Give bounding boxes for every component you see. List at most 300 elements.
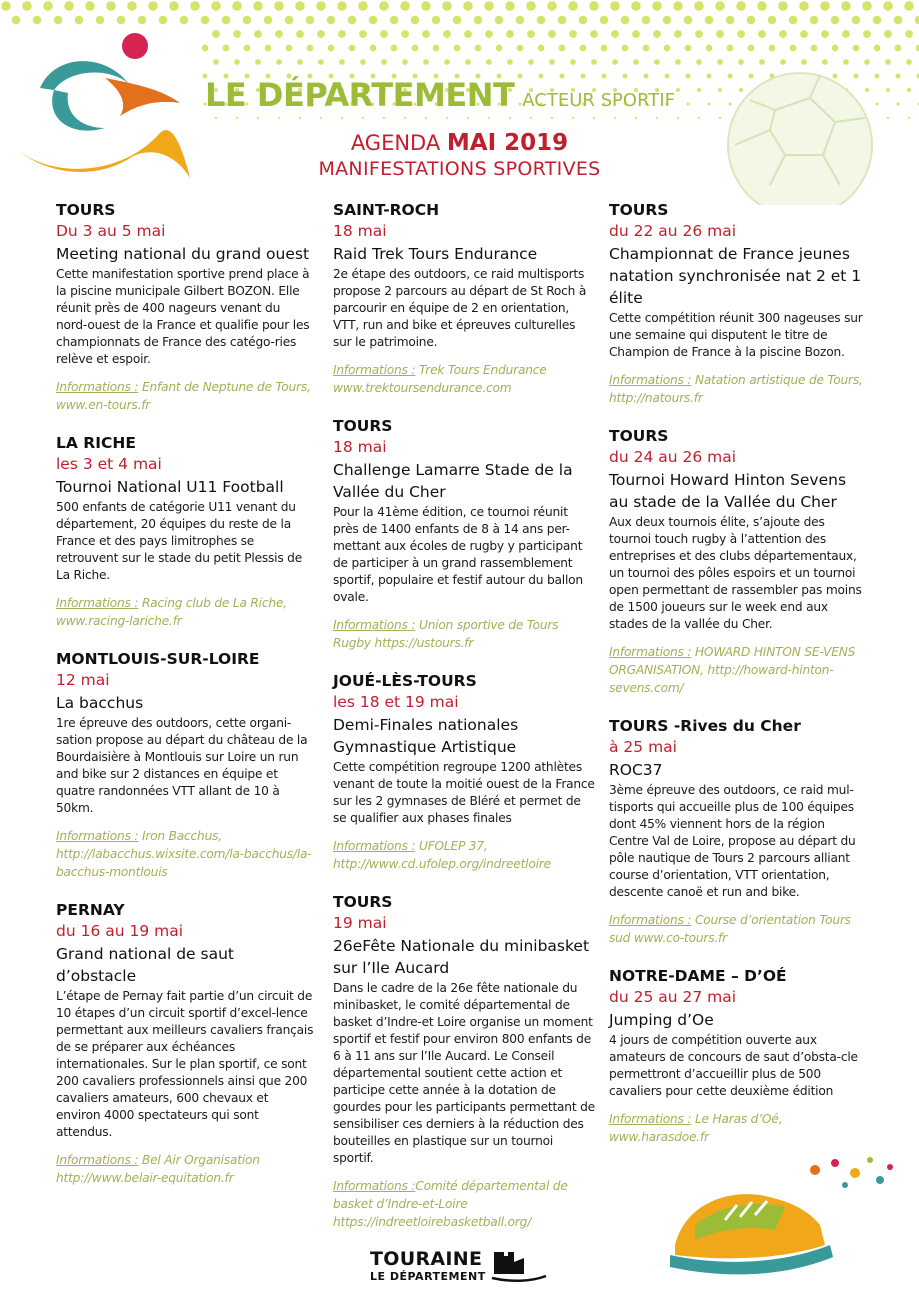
- event-title: Challenge Lamarre Stade de la Vallée du Cher: [333, 461, 573, 501]
- decor-dot: [652, 1, 662, 11]
- info-text: HOWARD HINTON SE-VENS ORGANISATION, http://howard-hinton-sevens.com/: [609, 645, 856, 695]
- brand-header: [205, 76, 675, 114]
- decor-dot: [593, 117, 595, 119]
- decor-dot: [243, 16, 252, 25]
- event-city: TOURS: [609, 201, 669, 219]
- event-description: 1re épreuve des outdoors, cette organi-sation propose au départ du château de la Bourdaisière à Montlouis sur Loire un run and bike sur 2 distances en équipe et quatre randonnées VTT allant de 10 à 50km.: [56, 716, 308, 815]
- decor-dot: [800, 30, 808, 38]
- decor-dot: [223, 45, 230, 52]
- decor-dot: [673, 1, 683, 11]
- decor-dot: [138, 16, 147, 25]
- info-label: Informations :: [333, 1179, 416, 1193]
- event-title: Championnat de France jeunes natation synchronisée nat 2 et 1 élite: [609, 245, 862, 307]
- decor-dot: [328, 45, 335, 52]
- decor-dot: [685, 45, 692, 52]
- decor-dot: [810, 16, 819, 25]
- decor-dot: [686, 74, 691, 79]
- decor-dot: [821, 30, 829, 38]
- decor-dot: [232, 1, 242, 11]
- decor-dot: [244, 45, 251, 52]
- event-info[interactable]: [609, 911, 867, 947]
- decor-dot: [22, 1, 32, 11]
- event-date: 12 mai: [56, 671, 110, 689]
- decor-dot: [212, 30, 220, 38]
- event-info[interactable]: [333, 361, 595, 397]
- decor-dot: [463, 1, 473, 11]
- decor-dot: [404, 117, 406, 119]
- info-text: Comité départemental de basket d’Indre-et-Loire https://indreetloirebasketball.org/: [333, 1179, 568, 1229]
- decor-dot: [895, 45, 902, 52]
- decor-dot: [348, 16, 357, 25]
- event-city: TOURS: [333, 417, 393, 435]
- decor-dot: [747, 16, 756, 25]
- decor-dot: [433, 45, 440, 52]
- event-description: Cette compétition réunit 300 nageuses sur une semaine qui disputent le titre de Champion de France à la piscine Bozon.: [609, 311, 863, 359]
- event-title: La bacchus: [56, 694, 144, 712]
- decor-dot: [380, 30, 388, 38]
- decor-dot: [211, 1, 221, 11]
- event-title: 26eFête Nationale du minibasket sur l’Ile Aucard: [333, 937, 590, 977]
- decor-dot: [484, 1, 494, 11]
- info-label: Informations :: [609, 373, 692, 387]
- decor-dot: [558, 16, 567, 25]
- decor-dot: [257, 117, 259, 119]
- event-description: 2e étape des outdoors, ce raid multisports propose 2 parcours au départ de St Roch à parcourir en équipe de 2 en orientation, VTT, run and bike et épreuves culturelles sur le patrimoine.: [333, 267, 587, 349]
- decor-dot: [580, 45, 587, 52]
- decor-dot: [631, 1, 641, 11]
- event-date: du 24 au 26 mai: [609, 448, 737, 466]
- info-label: Informations :: [333, 839, 416, 853]
- decor-dot: [852, 16, 861, 25]
- event-info[interactable]: [609, 371, 867, 407]
- decor-dot: [253, 1, 263, 11]
- decor-dot: [695, 30, 703, 38]
- decor-dot: [402, 59, 408, 65]
- decor-dot: [841, 1, 851, 11]
- decor-dot: [474, 16, 483, 25]
- decor-dot: [633, 59, 639, 65]
- brand-main: LE DÉPARTEMENT: [205, 76, 515, 114]
- decor-dot: [863, 30, 871, 38]
- agenda-heading: [0, 130, 919, 180]
- touraine-logo: [370, 1248, 548, 1284]
- event-info[interactable]: [56, 594, 314, 630]
- decor-dot: [278, 117, 280, 119]
- event-info[interactable]: [609, 643, 867, 697]
- decor-dot: [381, 59, 387, 65]
- decor-dot: [360, 59, 366, 65]
- events-column-2: [333, 200, 595, 1250]
- decor-dot: [54, 16, 63, 25]
- decor-dot: [727, 45, 734, 52]
- event-description: 3ème épreuve des outdoors, ce raid mul-tisports qui accueille plus de 100 équipes dont 45% viennent hors de la région Centre Val de Loire, propose au départ du pôle nautique de Tours 2 parcours alliant course d’orientation, VTT orientation, descente canoë et run and bike.: [609, 783, 856, 899]
- decor-dot: [422, 30, 430, 38]
- decor-dot: [874, 45, 881, 52]
- decor-dot: [569, 30, 577, 38]
- decor-dot: [906, 59, 912, 65]
- decor-dot: [862, 1, 872, 11]
- agenda-month: MAI 2019: [446, 130, 569, 156]
- event-info[interactable]: [333, 1177, 595, 1231]
- logo-sub-text: LE DÉPARTEMENT: [370, 1270, 486, 1283]
- decor-dot: [201, 16, 210, 25]
- info-label: Informations :: [609, 913, 692, 927]
- decor-dot: [568, 1, 578, 11]
- decor-dot: [464, 30, 472, 38]
- decor-dot: [296, 30, 304, 38]
- decor-dot: [85, 1, 95, 11]
- event-card: [333, 892, 595, 1231]
- decor-dot: [285, 16, 294, 25]
- event-city: TOURS: [333, 893, 393, 911]
- decor-dot: [698, 117, 700, 119]
- decor-dot: [904, 1, 914, 11]
- decor-dot: [411, 16, 420, 25]
- event-card: [609, 716, 867, 947]
- decor-dot: [425, 117, 427, 119]
- decor-dot: [341, 117, 343, 119]
- decor-dot: [905, 30, 913, 38]
- decor-dot: [505, 1, 515, 11]
- info-text: Trek Tours Endurance www.trektoursendurance.com: [333, 363, 547, 395]
- decor-dot: [507, 59, 513, 65]
- decor-dot: [591, 59, 597, 65]
- event-title: Tournoi National U11 Football: [56, 478, 284, 496]
- decor-dot: [412, 45, 419, 52]
- event-description: Cette manifestation sportive prend place à la piscine municipale Gilbert BOZON. Elle réunit près de 400 nageurs venant du nord-ouest de la France et qualifie pour les championnats de France des catégo-ries relève et espoir.: [56, 267, 310, 366]
- decor-dot: [517, 45, 524, 52]
- decor-dot: [663, 16, 672, 25]
- event-info[interactable]: [56, 378, 314, 414]
- decor-dot: [635, 117, 637, 119]
- decor-dot: [233, 30, 241, 38]
- decor-dot: [446, 117, 448, 119]
- decor-dot: [169, 1, 179, 11]
- decor-dot: [789, 16, 798, 25]
- decor-dot: [708, 103, 711, 106]
- decor-dot: [873, 16, 882, 25]
- event-card: [56, 649, 314, 881]
- info-text: Natation artistique de Tours, http://natours.fr: [609, 373, 863, 405]
- decor-dot: [799, 1, 809, 11]
- event-info[interactable]: [56, 827, 314, 881]
- event-title: Raid Trek Tours Endurance: [333, 245, 538, 263]
- decor-dot: [264, 16, 273, 25]
- decor-dot: [442, 1, 452, 11]
- info-text: Le Haras d’Oé, www.harasdoe.fr: [609, 1112, 783, 1144]
- decor-dot: [820, 1, 830, 11]
- decor-dot: [831, 16, 840, 25]
- decor-dot: [884, 30, 892, 38]
- info-text: Course d’orientation Tours sud www.co-tours.fr: [609, 913, 851, 945]
- decor-dot: [715, 1, 725, 11]
- decor-dot: [327, 16, 336, 25]
- decor-dot: [842, 30, 850, 38]
- decor-dot: [612, 59, 618, 65]
- event-card: [609, 200, 867, 407]
- events-column-1: [56, 200, 314, 1206]
- decor-dot: [475, 45, 482, 52]
- decor-dot: [717, 59, 723, 65]
- events-column-3: [609, 200, 867, 1165]
- event-description: L’étape de Pernay fait partie d’un circuit de 10 étapes d’un circuit sportif d’excel-lence permettant aux meilleurs cavaliers français de se préparer aux échéances internationales. Sur le plan sportif, ce sont 200 cavaliers professionnels ainsi que 200 cavaliers amateurs, 600 chevaux et environ 4000 spectateurs qui sont attendus.: [56, 989, 314, 1139]
- decor-dot: [547, 1, 557, 11]
- decor-dot: [202, 45, 209, 52]
- decor-dot: [886, 88, 890, 92]
- decor-dot: [589, 1, 599, 11]
- decor-dot: [822, 59, 828, 65]
- info-text: UFOLEP 37, http://www.cd.ufolep.org/indreetloire: [333, 839, 551, 871]
- decor-dot: [215, 117, 217, 119]
- event-city: JOUÉ-LÈS-TOURS: [333, 672, 477, 690]
- decor-dot: [538, 45, 545, 52]
- decor-dot: [642, 16, 651, 25]
- decor-dot: [443, 30, 451, 38]
- agenda-prefix: AGENDA: [350, 131, 447, 155]
- event-date: du 25 au 27 mai: [609, 988, 737, 1006]
- event-city: MONTLOUIS-SUR-LOIRE: [56, 650, 260, 668]
- info-label: Informations :: [609, 645, 692, 659]
- decor-dot: [643, 45, 650, 52]
- info-text: Union sportive de Tours Rugby https://ustours.fr: [333, 618, 559, 650]
- decor-dot: [495, 16, 504, 25]
- event-info[interactable]: [333, 837, 595, 873]
- decor-dot: [274, 1, 284, 11]
- event-date: 18 mai: [333, 222, 387, 240]
- decor-dot: [610, 1, 620, 11]
- decor-dot: [496, 45, 503, 52]
- info-text: Iron Bacchus, http://labacchus.wixsite.com/la-bacchus/la-bacchus-montlouis: [56, 829, 312, 879]
- decor-dot: [853, 45, 860, 52]
- decor-dot: [600, 16, 609, 25]
- decor-dot: [590, 30, 598, 38]
- decor-dot: [337, 1, 347, 11]
- decor-dot: [621, 16, 630, 25]
- decor-dot: [779, 30, 787, 38]
- decor-dot: [548, 30, 556, 38]
- decor-dot: [12, 16, 21, 25]
- event-description: 4 jours de compétition ouverte aux amateurs de concours de saut d’obsta-cle permettront d’accueillir plus de 500 cavaliers pour cette deuxième édition: [609, 1033, 858, 1098]
- decor-dot: [780, 59, 786, 65]
- decor-dot: [622, 45, 629, 52]
- event-title: ROC37: [609, 761, 663, 779]
- decor-dot: [706, 45, 713, 52]
- decor-dot: [117, 16, 126, 25]
- decor-dot: [801, 59, 807, 65]
- decor-dot: [362, 117, 364, 119]
- decor-dot: [96, 16, 105, 25]
- decor-dot: [432, 16, 441, 25]
- info-label: Informations :: [56, 596, 139, 610]
- event-info[interactable]: [333, 616, 595, 652]
- castle-icon: [490, 1248, 548, 1284]
- info-label: Informations :: [609, 1112, 692, 1126]
- decor-dot: [705, 16, 714, 25]
- decor-dot: [674, 30, 682, 38]
- logo-main-text: TOURAINE: [370, 1248, 483, 1270]
- decor-dot: [486, 59, 492, 65]
- event-description: 500 enfants de catégorie U11 venant du département, 20 équipes du reste de la France et des pays limitrophes se retrouvent sur le stade du petit Plessis de La Riche.: [56, 500, 303, 582]
- decor-dot: [265, 45, 272, 52]
- info-label: Informations :: [56, 1153, 139, 1167]
- decor-dot: [465, 59, 471, 65]
- decor-dot: [887, 117, 889, 119]
- event-date: les 3 et 4 mai: [56, 455, 162, 473]
- decor-dot: [234, 59, 240, 65]
- decor-dot: [843, 59, 849, 65]
- decor-dot: [516, 16, 525, 25]
- info-label: Informations :: [56, 380, 139, 394]
- decor-dot: [75, 16, 84, 25]
- info-label: Informations :: [333, 363, 416, 377]
- decor-dot: [64, 1, 74, 11]
- event-card: [609, 966, 867, 1146]
- event-date: du 22 au 26 mai: [609, 222, 737, 240]
- event-info[interactable]: [56, 1151, 314, 1187]
- event-city: TOURS: [609, 427, 669, 445]
- decor-dot: [768, 16, 777, 25]
- decor-dot: [369, 16, 378, 25]
- decor-dot: [213, 59, 219, 65]
- decor-dot: [907, 88, 911, 92]
- decor-dot: [676, 88, 680, 92]
- event-date: 19 mai: [333, 914, 387, 932]
- decor-dot: [506, 30, 514, 38]
- decor-dot: [159, 16, 168, 25]
- event-date: 18 mai: [333, 438, 387, 456]
- decor-dot: [295, 1, 305, 11]
- decor-dot: [707, 74, 712, 79]
- event-date: Du 3 au 5 mai: [56, 222, 166, 240]
- decor-dot: [790, 45, 797, 52]
- decor-dot: [883, 1, 893, 11]
- decor-dot: [864, 59, 870, 65]
- decor-dot: [601, 45, 608, 52]
- decor-dot: [400, 1, 410, 11]
- decor-dot: [738, 59, 744, 65]
- decor-dot: [736, 1, 746, 11]
- page-subtitle: MANIFESTATIONS SPORTIVES: [318, 158, 601, 180]
- decor-dot: [664, 45, 671, 52]
- decor-dot: [559, 45, 566, 52]
- decor-dot: [370, 45, 377, 52]
- event-city: PERNAY: [56, 901, 125, 919]
- event-title: Meeting national du grand ouest: [56, 245, 310, 263]
- decor-dot: [632, 30, 640, 38]
- decor-dot: [488, 117, 490, 119]
- decor-dot: [687, 103, 690, 106]
- event-card: [609, 426, 867, 697]
- decor-dot: [236, 117, 238, 119]
- info-text: Racing club de La Riche, www.racing-lariche.fr: [56, 596, 287, 628]
- decor-dot: [106, 1, 116, 11]
- event-title: Jumping d’Oe: [609, 1011, 714, 1029]
- decor-dot: [297, 59, 303, 65]
- decor-dot: [255, 59, 261, 65]
- decor-dot: [696, 59, 702, 65]
- decor-dot: [306, 16, 315, 25]
- decor-dot: [339, 59, 345, 65]
- decor-dot: [222, 16, 231, 25]
- event-date: à 25 mai: [609, 738, 677, 756]
- decor-dot: [299, 117, 301, 119]
- event-city: SAINT-ROCH: [333, 201, 440, 219]
- info-label: Informations :: [333, 618, 416, 632]
- decor-dot: [737, 30, 745, 38]
- decor-dot: [453, 16, 462, 25]
- decor-dot: [778, 1, 788, 11]
- info-text: Bel Air Organisation http://www.belair-equitation.fr: [56, 1153, 260, 1185]
- decor-dot: [654, 59, 660, 65]
- decor-dot: [318, 59, 324, 65]
- decor-dot: [579, 16, 588, 25]
- decor-dot: [467, 117, 469, 119]
- decor-dot: [897, 103, 900, 106]
- decor-dot: [656, 117, 658, 119]
- decor-dot: [320, 117, 322, 119]
- decor-dot: [444, 59, 450, 65]
- decor-dot: [549, 59, 555, 65]
- decor-dot: [726, 16, 735, 25]
- brand-sub: ACTEUR SPORTIF: [522, 90, 675, 111]
- decor-dot: [349, 45, 356, 52]
- event-card: [333, 200, 595, 397]
- event-card: [333, 416, 595, 652]
- info-label: Informations :: [56, 829, 139, 843]
- running-shoe-decoration: [665, 1145, 905, 1280]
- event-city: NOTRE-DAME – D’OÉ: [609, 967, 787, 985]
- decor-dot: [317, 30, 325, 38]
- event-description: Pour la 41ème édition, ce tournoi réunit près de 1400 enfants de 8 à 14 ans per-mettant aux écoles de rugby y participant de participer à un grand rassemblement sportif, populaire et festif autour du ballon ovale.: [333, 505, 583, 604]
- event-card: [56, 200, 314, 414]
- decor-dot: [759, 59, 765, 65]
- decor-dot: [276, 59, 282, 65]
- event-title: Grand national de saut d’obstacle: [56, 945, 234, 985]
- decor-dot: [1, 1, 11, 11]
- decor-dot: [915, 16, 919, 25]
- decor-dot: [423, 59, 429, 65]
- decor-dot: [127, 1, 137, 11]
- decor-dot: [885, 59, 891, 65]
- decor-dot: [716, 30, 724, 38]
- decor-dot: [537, 16, 546, 25]
- decor-dot: [316, 1, 326, 11]
- decor-dot: [358, 1, 368, 11]
- event-info[interactable]: [609, 1110, 867, 1146]
- decor-dot: [148, 1, 158, 11]
- event-description: Cette compétition regroupe 1200 athlètes venant de toute la moitié ouest de la France sur les 2 gymnases de Bléré et permet de se qualifier aux phases finales: [333, 760, 595, 825]
- decor-dot: [190, 1, 200, 11]
- decor-dot: [391, 45, 398, 52]
- decor-dot: [832, 45, 839, 52]
- event-date: les 18 et 19 mai: [333, 693, 459, 711]
- decor-dot: [379, 1, 389, 11]
- info-text: Enfant de Neptune de Tours, www.en-tours.fr: [56, 380, 311, 412]
- decor-dot: [286, 45, 293, 52]
- decor-dot: [551, 117, 553, 119]
- event-card: [56, 433, 314, 630]
- event-title: Tournoi Howard Hinton Sevens au stade de la Vallée du Cher: [609, 471, 847, 511]
- decor-dot: [572, 117, 574, 119]
- decor-dot: [421, 1, 431, 11]
- decor-dot: [748, 45, 755, 52]
- decor-dot: [401, 30, 409, 38]
- decor-dot: [254, 30, 262, 38]
- event-title: Demi-Finales nationales Gymnastique Artistique: [333, 716, 519, 756]
- decor-dot: [757, 1, 767, 11]
- decor-dot: [684, 16, 693, 25]
- decor-dot: [697, 88, 701, 92]
